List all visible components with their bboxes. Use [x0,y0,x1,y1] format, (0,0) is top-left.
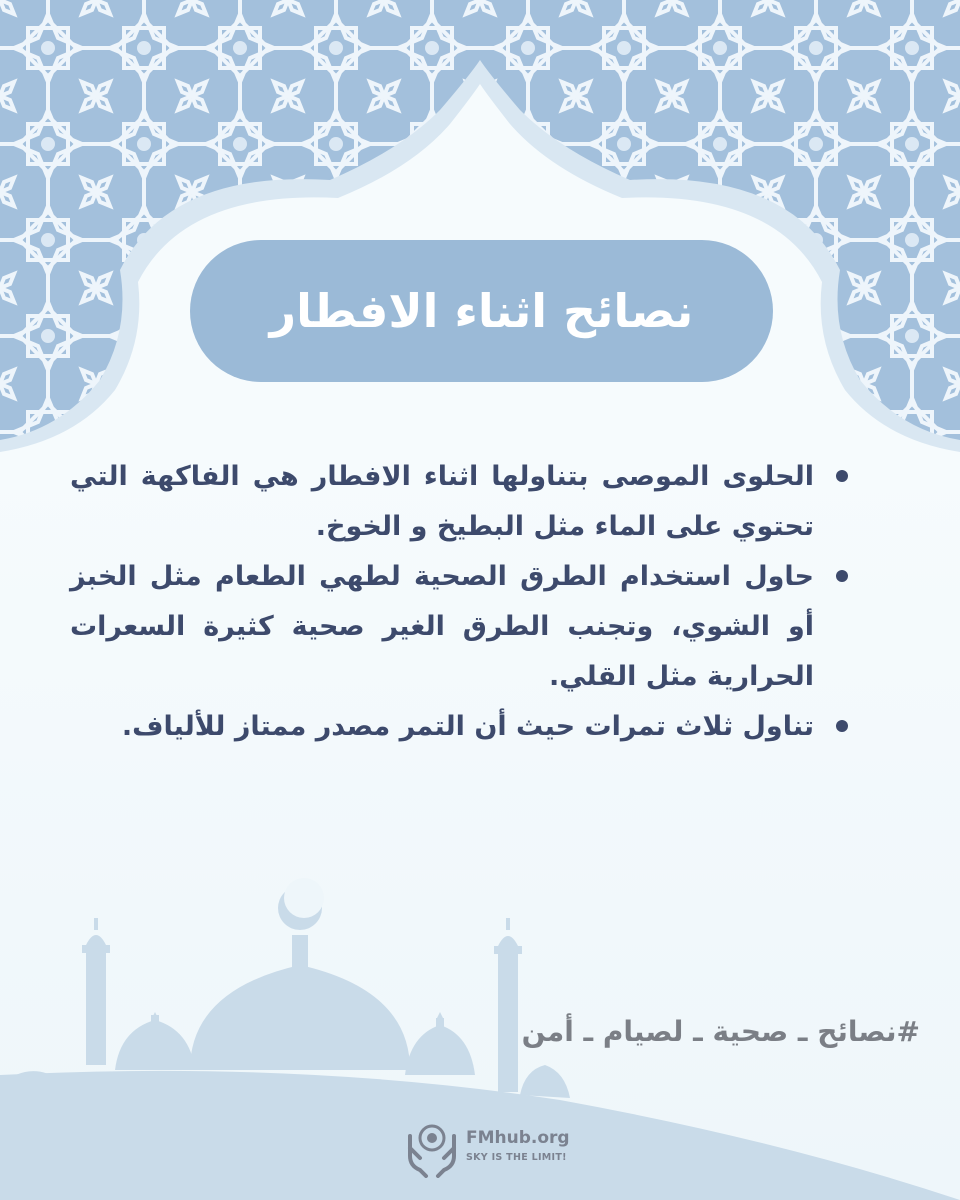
tip-text: حاول استخدام الطرق الصحية لطهي الطعام مثل الخبز أو الشوي، وتجنب الطرق الغير صحية كثيرة السعرات الحرارية مثل القلي. [70,561,814,692]
hashtag: #نصائح ـ صحية ـ لصيام ـ أمن [521,1015,920,1048]
logo-name: FMhub.org [466,1128,570,1148]
page-title: نصائح اثناء الافطار [269,284,694,338]
bullet-icon [836,570,848,582]
tip-text: تناول ثلاث تمرات حيث أن التمر مصدر ممتاز للألياف. [121,711,814,742]
list-item [70,452,850,552]
hands-logo-icon [404,1118,460,1178]
title-banner [190,240,773,382]
list-item [70,702,850,752]
tips-list [70,452,850,752]
list-item [70,552,850,702]
brand-logo [404,1116,574,1182]
bullet-icon [836,470,848,482]
bullet-icon [836,720,848,732]
tip-text: الحلوى الموصى بتناولها اثناء الافطار هي الفاكهة التي تحتوي على الماء مثل البطيخ و الخوخ. [70,461,814,542]
logo-tagline: SKY IS THE LIMIT! [466,1152,567,1163]
